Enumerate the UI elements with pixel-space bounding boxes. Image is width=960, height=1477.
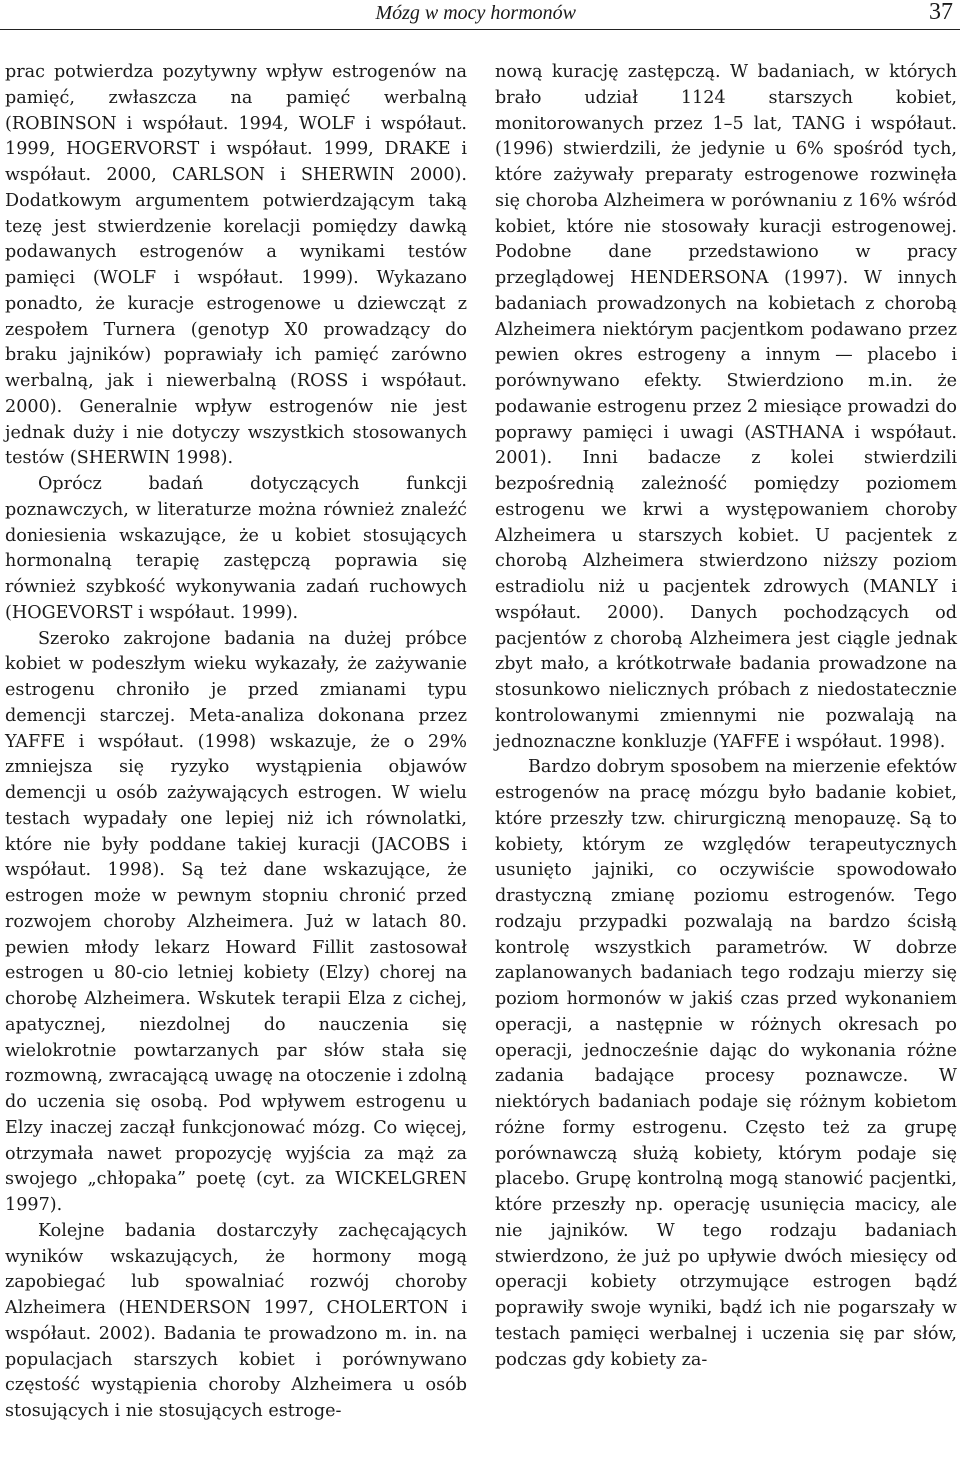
paragraph: prac potwierdza pozytywny wpływ estrogenów na pamięć, zwłaszcza na pamięć werbalną (ROBINSON i współaut. 1994, WOLF i współaut. 1999, HOGERVORST i współaut. 1999, DRAKE i współaut. 2000, CARLSON i SHERWIN 2000). Dodatkowym argumentem potwierdzającym taką tezę jest stwierdzenie korelacji pomiędzy dawką podawanych estrogenów a wynikami testów pamięci (WOLF i współaut. 1999). Wykazano ponadto, że kuracje estrogenowe u dziewcząt z zespołem Turnera (genotyp X0 prowadzący do braku jajników) poprawiały ich pamięć zarówno werbalną, jak i niewerbalną (ROSS i współaut. 2000). Generalnie wpływ estrogenów nie jest jednak duży i nie dotyczy wszystkich stosowanych testów (SHERWIN 1998). [5,62,467,469]
header-rule [0,29,960,30]
paragraph: Bardzo dobrym sposobem na mierzenie efektów estrogenów na pracę mózgu było badanie kobiet, które przeszły tzw. chirurgiczną menopauzę. Są to kobiety, którym ze względów terapeutycznych usunięto jajniki, co oczywiście spowodowało drastyczną zmianę poziomu estrogenów. Tego rodzaju przypadki pozwalają na bardzo ścisłą kontrolę wszystkich parametrów. W dobrze zaplanowanych badaniach tego rodzaju mierzy się poziom hormonów w jakiś czas przed wykonaniem operacji, a następnie w różnych okresach po operacji, jednocześnie dając do wykonania różne zadania badające procesy poznawcze. W niektórych badaniach podaje się różnym kobietom różne formy estrogenu. Często też za grupę porównawczą służą kobiety, którym podaje się placebo. Grupę kontrolną mogą stanowić pacjentki, które przeszły np. operację usunięcia macicy, ale nie jajników. W tego rodzaju badaniach stwierdzono, że już po upływie dwóch miesięcy od operacji kobiety otrzymujące estrogen bądź poprawiły swoje wyniki, bądź ich nie pogarszały w testach pamięci werbalnej i uczenia się par słów, podczas gdy kobiety za- [495,757,957,1370]
right-column [495,60,957,1373]
paragraph: nową kurację zastępczą. W badaniach, w których brało udział 1124 starszych kobiet, monitorowanych przez 1–5 lat, TANG i współaut. (1996) stwierdzili, że jedynie u 6% spośród tych, które zażywały preparaty estrogenowe rozwinęła się choroba Alzheimera w porównaniu z 16% wśród kobiet, które nie stosowały kuracji estrogenowej. Podobne dane przedstawiono w pracy przeglądowej HENDERSONA (1997). W innych badaniach prowadzonych na kobietach z chorobą Alzheimera niektórym pacjentkom podawano przez pewien okres estrogeny a innym — placebo i porównywano efekty. Stwierdziono m.in. że podawanie estrogenu przez 2 miesiące prowadzi do poprawy pamięci i uwagi (ASTHANA i współaut. 2001). Inni badacze z kolei stwierdzili bezpośrednią zależność pomiędzy poziomem estrogenu we krwi a występowaniem choroby Alzheimera u starszych kobiet. U pacjentek z chorobą Alzheimera stwierdzono niższy poziom estradiolu niż u pacjentek zdrowych (MANLY i współaut. 2000). Danych pochodzących od pacjentów z chorobą Alzheimera jest ciągle jednak zbyt mało, a krótkotrwałe badania prowadzone na stosunkowo nielicznych próbach z niedostatecznie kontrolowanymi zmiennymi nie pozwalają na jednoznaczne konkluzje (YAFFE i współaut. 1998). [495,62,957,752]
running-head [0,0,960,32]
left-column [5,60,467,1425]
paragraph: Szeroko zakrojone badania na dużej próbce kobiet w podeszłym wieku wykazały, że zażywanie estrogenu chroniło je przed zmianami typu demencji starczej. Meta-analiza dokonana przez YAFFE i współaut. (1998) wskazuje, że o 29% zmniejsza się ryzyko wystąpienia objawów demencji u osób zażywających estrogen. W wielu testach wypadały one lepiej niż ich równolatki, które nie były poddane takiej kuracji (JACOBS i współaut. 1998). Są też dane wskazujące, że estrogen może w pewnym stopniu chronić przed rozwojem choroby Alzheimera. Już w latach 80. pewien młody lekarz Howard Fillit zastosował estrogen u 80-cio letniej kobiety (Elzy) chorej na chorobę Alzheimera. Wskutek terapii Elza z cichej, apatycznej, niezdolnej do nauczenia się wielokrotnie powtarzanych par słów stała się rozmowną, zwracającą uwagę na otoczenie i zdolną do uczenia się osobą. Pod wpływem estrogenu u Elzy inaczej zaczął funkcjonować mózg. Co więcej, otrzymała nawet propozycję wyjścia za mąż za swojego „chłopaka” poetę (cyt. za WICKELGREN 1997). [5,628,467,1215]
running-title: Mózg w mocy hormonów [375,2,576,24]
paragraph: Kolejne badania dostarczyły zachęcających wyników wskazujących, że hormony mogą zapobiegać lub spowalniać rozwój choroby Alzheimera (HENDERSON 1997, CHOLERTON i współaut. 2002). Badania te prowadzono m. in. na populacjach starszych kobiet i porównywano częstość wystąpienia choroby Alzheimera u osób stosujących i nie stosujących estroge- [5,1220,467,1421]
paragraph: Oprócz badań dotyczących funkcji poznawczych, w literaturze można również znaleźć doniesienia wskazujące, że u kobiet stosujących hormonalną terapię zastępczą poprawia się również szybkość wykonywania zadań ruchowych (HOGEVORST i współaut. 1999). [5,474,467,623]
page-number: 37 [929,0,953,25]
